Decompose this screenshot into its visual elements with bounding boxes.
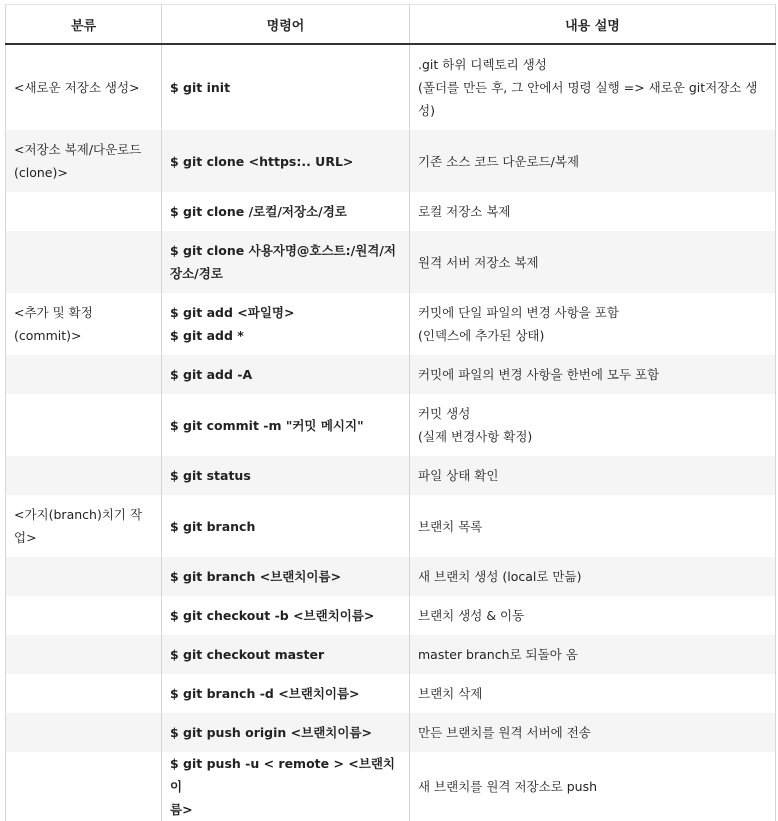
- description-text: (인덱스에 추가된 상태): [418, 328, 545, 343]
- command-cell: [162, 355, 410, 394]
- category-text: <새로운 저장소 생성>: [14, 80, 140, 95]
- category-cell: [6, 752, 162, 821]
- table-row: [6, 495, 776, 557]
- table-row: [6, 130, 776, 192]
- command-cell: [162, 635, 410, 674]
- command-cell: [162, 394, 410, 456]
- category-cell: [6, 495, 162, 557]
- category-cell: [6, 231, 162, 293]
- description-text: 커밋에 단일 파일의 변경 사항을 포함: [418, 305, 619, 320]
- table-row: [6, 394, 776, 456]
- description-text: (실제 변경사항 확정): [418, 429, 533, 444]
- command-cell: [162, 713, 410, 752]
- description-cell: [410, 456, 776, 495]
- category-text: (clone)>: [14, 165, 68, 180]
- header-command: 명령어: [162, 5, 410, 45]
- command-text: $ git add <파일명>: [170, 305, 295, 320]
- table-row: [6, 231, 776, 293]
- command-text: $ git clone <https:.. URL>: [170, 153, 354, 169]
- command-text: $ git status: [170, 468, 251, 483]
- command-text: $ git checkout master: [170, 647, 325, 662]
- description-cell: [410, 495, 776, 557]
- description-cell: [410, 44, 776, 130]
- description-text: 커밋 생성: [418, 406, 471, 421]
- table-row: [6, 456, 776, 495]
- header-category: 분류: [6, 5, 162, 45]
- git-command-table-container: [5, 4, 775, 821]
- table-row: [6, 596, 776, 635]
- category-cell: [6, 130, 162, 192]
- category-cell: [6, 674, 162, 713]
- header-row: [6, 5, 776, 45]
- description-cell: [410, 394, 776, 456]
- command-text: $ git clone /로컬/저장소/경로: [170, 204, 347, 219]
- description-text: 브랜치 목록: [418, 518, 483, 534]
- command-cell: [162, 596, 410, 635]
- description-cell: [410, 293, 776, 355]
- category-text: <저장소 복제/다운로드: [14, 142, 142, 157]
- table-row: [6, 557, 776, 596]
- table-row: [6, 674, 776, 713]
- description-text: 새 브랜치를 원격 저장소로 push: [418, 779, 598, 794]
- command-cell: [162, 752, 410, 821]
- category-cell: [6, 293, 162, 355]
- description-text: (폴더를 만든 후, 그 안에서 명령 실행 => 새로운 git저장소 생: [418, 80, 758, 95]
- command-text: $ git branch -d <브랜치이름>: [170, 686, 360, 701]
- command-text: 장소/경로: [170, 266, 223, 281]
- category-cell: [6, 713, 162, 752]
- command-text: $ git branch <브랜치이름>: [170, 569, 342, 584]
- command-text: $ git checkout -b <브랜치이름>: [170, 608, 375, 623]
- category-cell: [6, 635, 162, 674]
- description-cell: [410, 713, 776, 752]
- table-row: [6, 192, 776, 231]
- command-text: $ git push -u < remote > <브랜치이: [170, 756, 395, 794]
- table-row: [6, 355, 776, 394]
- command-text: $ git init: [170, 80, 231, 95]
- description-cell: [410, 752, 776, 821]
- header-description: 내용 설명: [410, 5, 776, 45]
- command-cell: [162, 130, 410, 192]
- table-row: [6, 44, 776, 130]
- description-cell: [410, 192, 776, 231]
- description-text: 로컬 저장소 복제: [418, 204, 511, 219]
- description-text: 파일 상태 확인: [418, 468, 499, 483]
- description-text: 기존 소스 코드 다운로드/복제: [418, 153, 580, 169]
- command-text: $ git commit -m "커밋 메시지": [170, 417, 364, 433]
- table-row: [6, 293, 776, 355]
- command-cell: [162, 557, 410, 596]
- git-command-table: [5, 4, 776, 821]
- category-cell: [6, 44, 162, 130]
- description-cell: [410, 596, 776, 635]
- description-text: master branch로 되돌아 옴: [418, 647, 578, 662]
- category-cell: [6, 394, 162, 456]
- description-cell: [410, 355, 776, 394]
- command-text: 름>: [170, 802, 193, 817]
- command-cell: [162, 44, 410, 130]
- category-text: <가지(branch)치기 작: [14, 507, 143, 522]
- table-row: [6, 713, 776, 752]
- category-text: 업>: [14, 530, 37, 545]
- description-text: 새 브랜치 생성 (local로 만듦): [418, 569, 582, 584]
- command-cell: [162, 674, 410, 713]
- description-cell: [410, 635, 776, 674]
- category-cell: [6, 596, 162, 635]
- category-text: <추가 및 확정: [14, 305, 93, 320]
- description-cell: [410, 557, 776, 596]
- command-text: $ git clone 사용자명@호스트:/원격/저: [170, 243, 396, 258]
- description-cell: [410, 130, 776, 192]
- command-text: $ git add -A: [170, 367, 253, 382]
- category-cell: [6, 456, 162, 495]
- category-cell: [6, 192, 162, 231]
- category-cell: [6, 557, 162, 596]
- description-text: .git 하위 디렉토리 생성: [418, 57, 547, 72]
- command-cell: [162, 456, 410, 495]
- description-text: 원격 서버 저장소 복제: [418, 254, 539, 270]
- command-cell: [162, 495, 410, 557]
- description-text: 브랜치 삭제: [418, 686, 483, 701]
- command-cell: [162, 293, 410, 355]
- description-text: 성): [418, 103, 435, 118]
- table-row: [6, 635, 776, 674]
- command-cell: [162, 192, 410, 231]
- description-cell: [410, 674, 776, 713]
- command-cell: [162, 231, 410, 293]
- command-text: $ git add *: [170, 328, 244, 343]
- command-text: $ git branch: [170, 518, 256, 534]
- category-cell: [6, 355, 162, 394]
- category-text: (commit)>: [14, 328, 82, 343]
- table-row: [6, 752, 776, 821]
- description-cell: [410, 231, 776, 293]
- command-text: $ git push origin <브랜치이름>: [170, 725, 372, 740]
- description-text: 만든 브랜치를 원격 서버에 전송: [418, 725, 591, 740]
- description-text: 브랜치 생성 & 이동: [418, 608, 525, 623]
- description-text: 커밋에 파일의 변경 사항을 한번에 모두 포함: [418, 367, 660, 382]
